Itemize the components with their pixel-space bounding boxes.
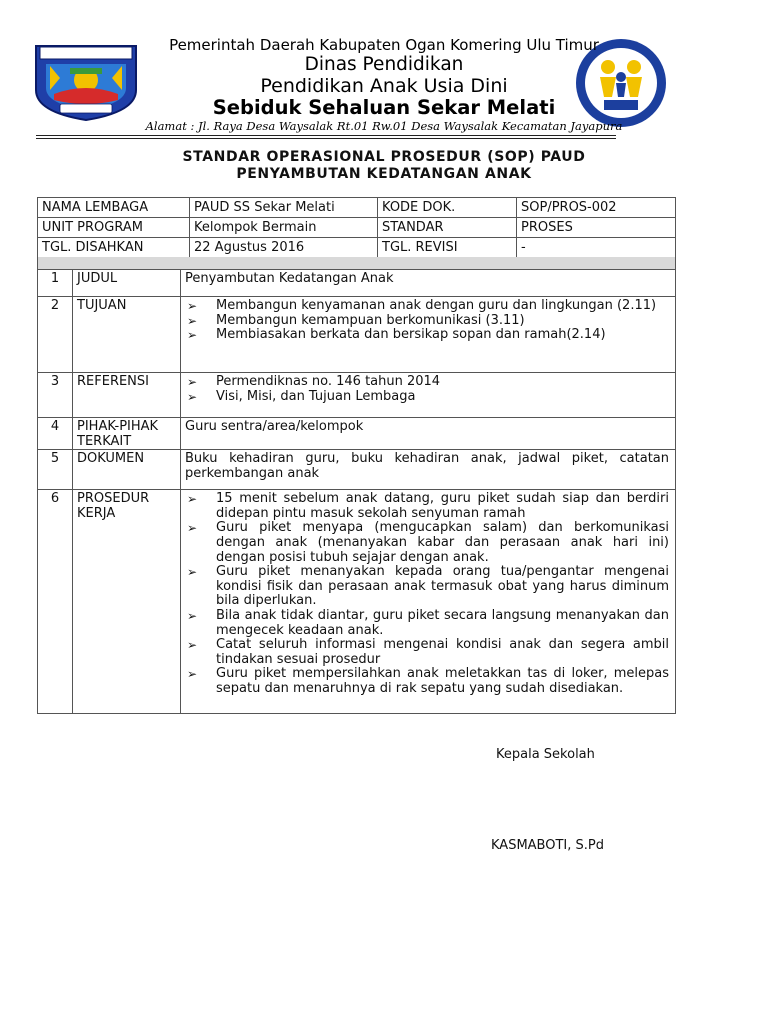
list-item [185,314,669,329]
document-info-table [37,197,676,258]
arrow-bullet-icon: ➢ [187,299,198,313]
letterhead-division: Pendidikan Anak Usia Dini [260,75,508,97]
row-number: 6 [38,490,73,714]
info-value: - [517,238,676,258]
bullet-list [185,492,669,696]
letterhead-department: Dinas Pendidikan [304,54,464,75]
info-label: KODE DOK. [378,198,517,218]
arrow-bullet-icon: ➢ [187,492,198,507]
arrow-bullet-icon: ➢ [187,328,198,343]
arrow-bullet-icon: ➢ [187,375,198,389]
table-row [38,490,676,714]
list-item-text: Catat seluruh informasi mengenai kondisi anak dan segera ambil tindakan sesuai prosedur [216,637,669,667]
list-item [185,328,669,343]
list-item [185,667,669,696]
bullet-list [185,299,669,343]
table-row [38,297,676,373]
letterhead-rule [36,135,616,136]
row-label: JUDUL [73,270,181,297]
info-value: 22 Agustus 2016 [190,238,378,258]
table-row [38,238,676,258]
letterhead-address: Alamat : Jl. Raya Desa Waysalak Rt.01 Rw.01 Desa Waysalak Kecamatan Jayapura [145,119,623,133]
signature-name: KASMABOTI, S.Pd [491,838,604,853]
sop-table [37,269,676,714]
row-number: 1 [38,270,73,297]
list-item [185,375,669,390]
arrow-bullet-icon: ➢ [187,313,198,328]
arrow-bullet-icon: ➢ [187,389,198,404]
list-item [185,390,669,405]
row-text: Buku kehadiran guru, buku kehadiran anak, jadwal piket, catatan perkembangan anak [181,450,676,490]
arrow-bullet-icon: ➢ [187,667,198,682]
list-item-text: Membiasakan berkata dan bersikap sopan dan ramah(2.14) [216,327,606,343]
list-item [185,638,669,667]
row-number: 2 [38,297,73,373]
list-item-text: Membangun kemampuan berkomunikasi (3.11) [216,312,525,328]
info-label: STANDAR [378,218,517,238]
list-item [185,521,669,565]
table-separator [37,257,676,269]
info-label: UNIT PROGRAM [38,218,190,238]
list-item-text: Guru piket mempersilahkan anak meletakkan tas di loker, melepas sepatu dan menaruhnya di rak sepatu yang sudah disediakan. [216,666,669,696]
document-title: STANDAR OPERASIONAL PROSEDUR (SOP) PAUD [182,149,586,165]
info-label: NAMA LEMBAGA [38,198,190,218]
letterhead-government: Pemerintah Daerah Kabupaten Ogan Komering Ulu Timur [169,36,599,54]
info-label: TGL. DISAHKAN [38,238,190,258]
arrow-bullet-icon: ➢ [187,565,198,580]
arrow-bullet-icon: ➢ [187,521,198,536]
list-item [185,609,669,638]
arrow-bullet-icon: ➢ [187,608,198,623]
list-item-text: Visi, Misi, dan Tujuan Lembaga [216,388,416,404]
row-number: 3 [38,373,73,418]
info-value: PROSES [517,218,676,238]
row-label: REFERENSI [73,373,181,418]
list-item-text: Guru piket menanyakan kepada orang tua/pengantar mengenai kondisi fisik dan perasaan anak termasuk obat yang harus diminum bila diperlukan. [216,564,669,609]
list-item [185,299,669,314]
table-row [38,418,676,450]
list-item-text: Membangun kenyamanan anak dengan guru dan lingkungan (2.11) [216,298,657,313]
row-number: 4 [38,418,73,450]
signature-role: Kepala Sekolah [496,747,595,762]
list-item-text: Guru piket menyapa (mengucapkan salam) dan berkomunikasi dengan anak (menanyakan kabar dan perasaan anak hari ini) dengan posisi tubuh sejajar dengan anak. [216,520,669,565]
letterhead-rule [36,138,616,139]
letterhead-school: Sebiduk Sehaluan Sekar Melati [212,96,556,119]
list-item-text: Bila anak tidak diantar, guru piket secara langsung menanyakan dan mengecek keadaan anak. [216,607,669,638]
list-item [185,492,669,521]
table-row [38,218,676,238]
row-label: PROSEDUR KERJA [73,490,181,714]
table-row [38,198,676,218]
arrow-bullet-icon: ➢ [187,638,198,653]
table-row [38,450,676,490]
table-row [38,373,676,418]
list-item [185,565,669,609]
row-label: DOKUMEN [73,450,181,490]
info-label: TGL. REVISI [378,238,517,258]
row-text: Penyambutan Kedatangan Anak [181,270,676,297]
document-subtitle: PENYAMBUTAN KEDATANGAN ANAK [236,166,532,182]
list-item-text: 15 menit sebelum anak datang, guru piket sudah siap dan berdiri didepan pintu masuk sekolah senyuman ramah [216,491,669,521]
bullet-list [185,375,669,404]
info-value: SOP/PROS-002 [517,198,676,218]
list-item-text: Permendiknas no. 146 tahun 2014 [216,374,441,389]
table-row [38,270,676,297]
row-label: PIHAK-PIHAK TERKAIT [73,418,181,450]
row-label: TUJUAN [73,297,181,373]
info-value: Kelompok Bermain [190,218,378,238]
row-number: 5 [38,450,73,490]
row-text: Guru sentra/area/kelompok [181,418,676,450]
info-value: PAUD SS Sekar Melati [190,198,378,218]
